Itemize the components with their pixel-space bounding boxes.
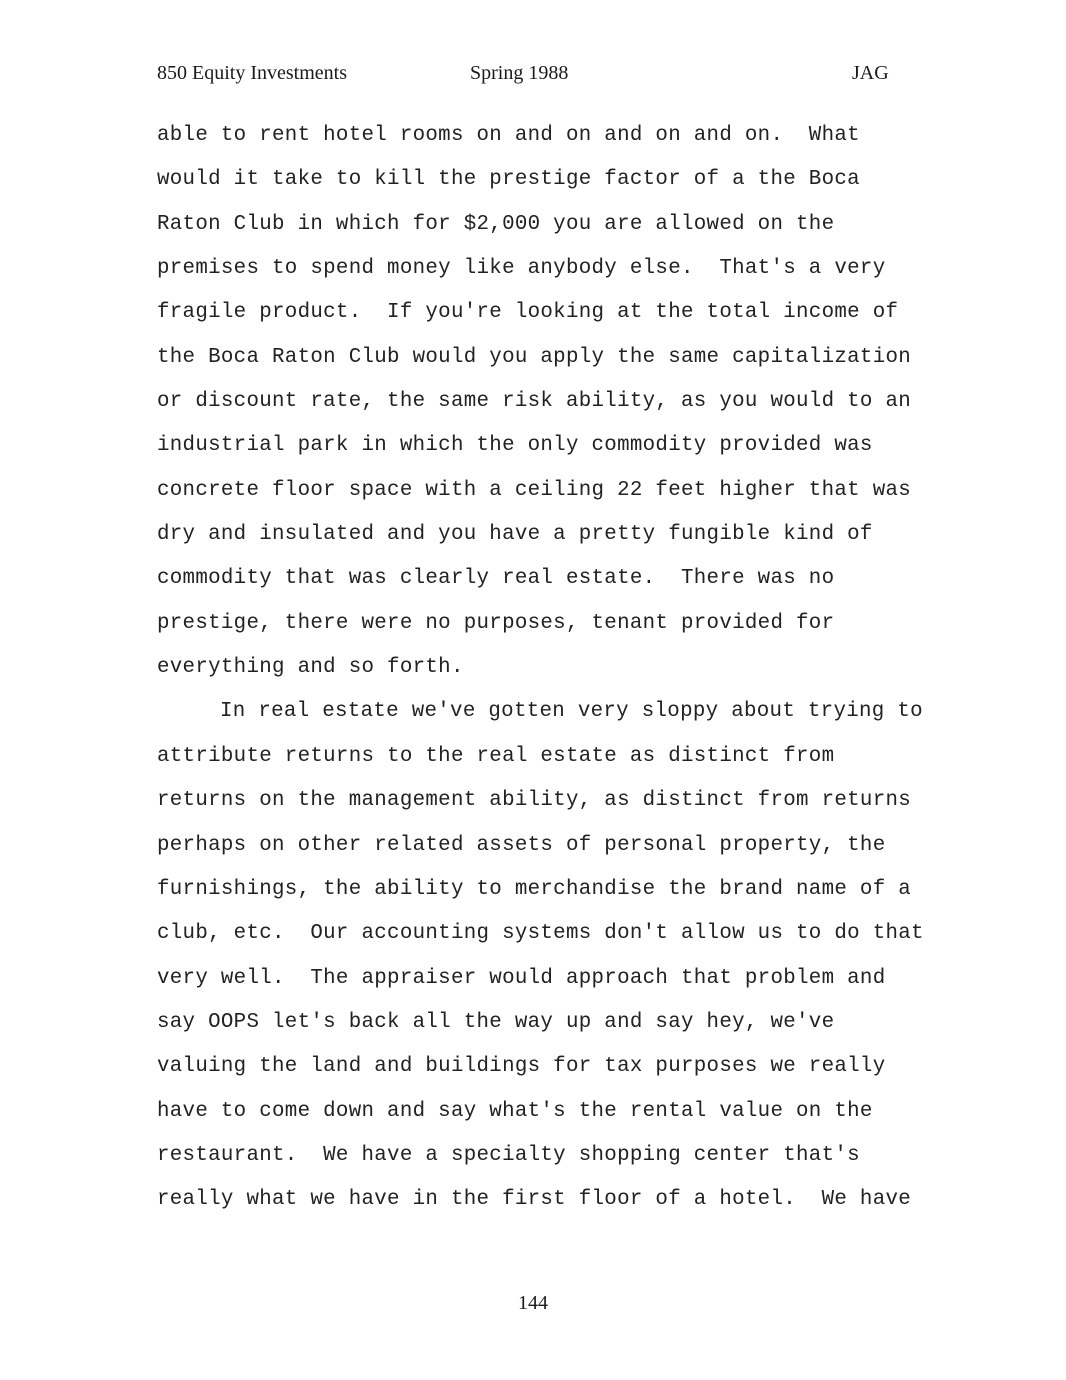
text-line: perhaps on other related assets of personal property, the [157,833,886,857]
text-line: very well. The appraiser would approach that problem and [157,966,886,990]
text-line: valuing the land and buildings for tax purposes we really [157,1055,886,1079]
text-line: really what we have in the first floor of a hotel. We have [157,1188,912,1212]
text-line: returns on the management ability, as distinct from returns [157,789,912,813]
transcript-body [157,114,947,1223]
text-line: dry and insulated and you have a pretty fungible kind of [157,523,873,547]
text-line: commodity that was clearly real estate. There was no [157,567,835,591]
text-line: say OOPS let's back all the way up and say hey, we've [157,1010,835,1034]
text-line: the Boca Raton Club would you apply the same capitalization [157,345,912,369]
header-initials: JAG [852,62,889,84]
text-line: Raton Club in which for $2,000 you are allowed on the [157,212,835,236]
text-line: premises to spend money like anybody else. That's a very [157,257,886,281]
text-line: or discount rate, the same risk ability, as you would to an [157,390,912,414]
text-line: club, etc. Our accounting systems don't allow us to do that [157,922,924,946]
text-line: restaurant. We have a specialty shopping center that's [157,1143,860,1167]
text-line: able to rent hotel rooms on and on and on and on. What [157,124,860,147]
page-number: 144 [518,1292,548,1314]
text-line: attribute returns to the real estate as distinct from [157,744,835,768]
text-line: fragile product. If you're looking at the total income of [157,301,899,325]
text-line: would it take to kill the prestige factor of a the Boca [157,168,860,192]
header-term: Spring 1988 [470,62,569,84]
header-course-title: 850 Equity Investments [157,62,347,84]
text-line: furnishings, the ability to merchandise the brand name of a [157,877,912,901]
text-line: prestige, there were no purposes, tenant provided for [157,611,835,635]
text-line: concrete floor space with a ceiling 22 feet higher that was [157,478,912,502]
text-line: industrial park in which the only commodity provided was [157,434,873,458]
text-line: everything and so forth. [157,656,464,680]
page-header [0,62,1066,90]
text-line: have to come down and say what's the rental value on the [157,1099,873,1123]
paragraph-first-line: In real estate we've gotten very sloppy about trying to [220,700,923,724]
